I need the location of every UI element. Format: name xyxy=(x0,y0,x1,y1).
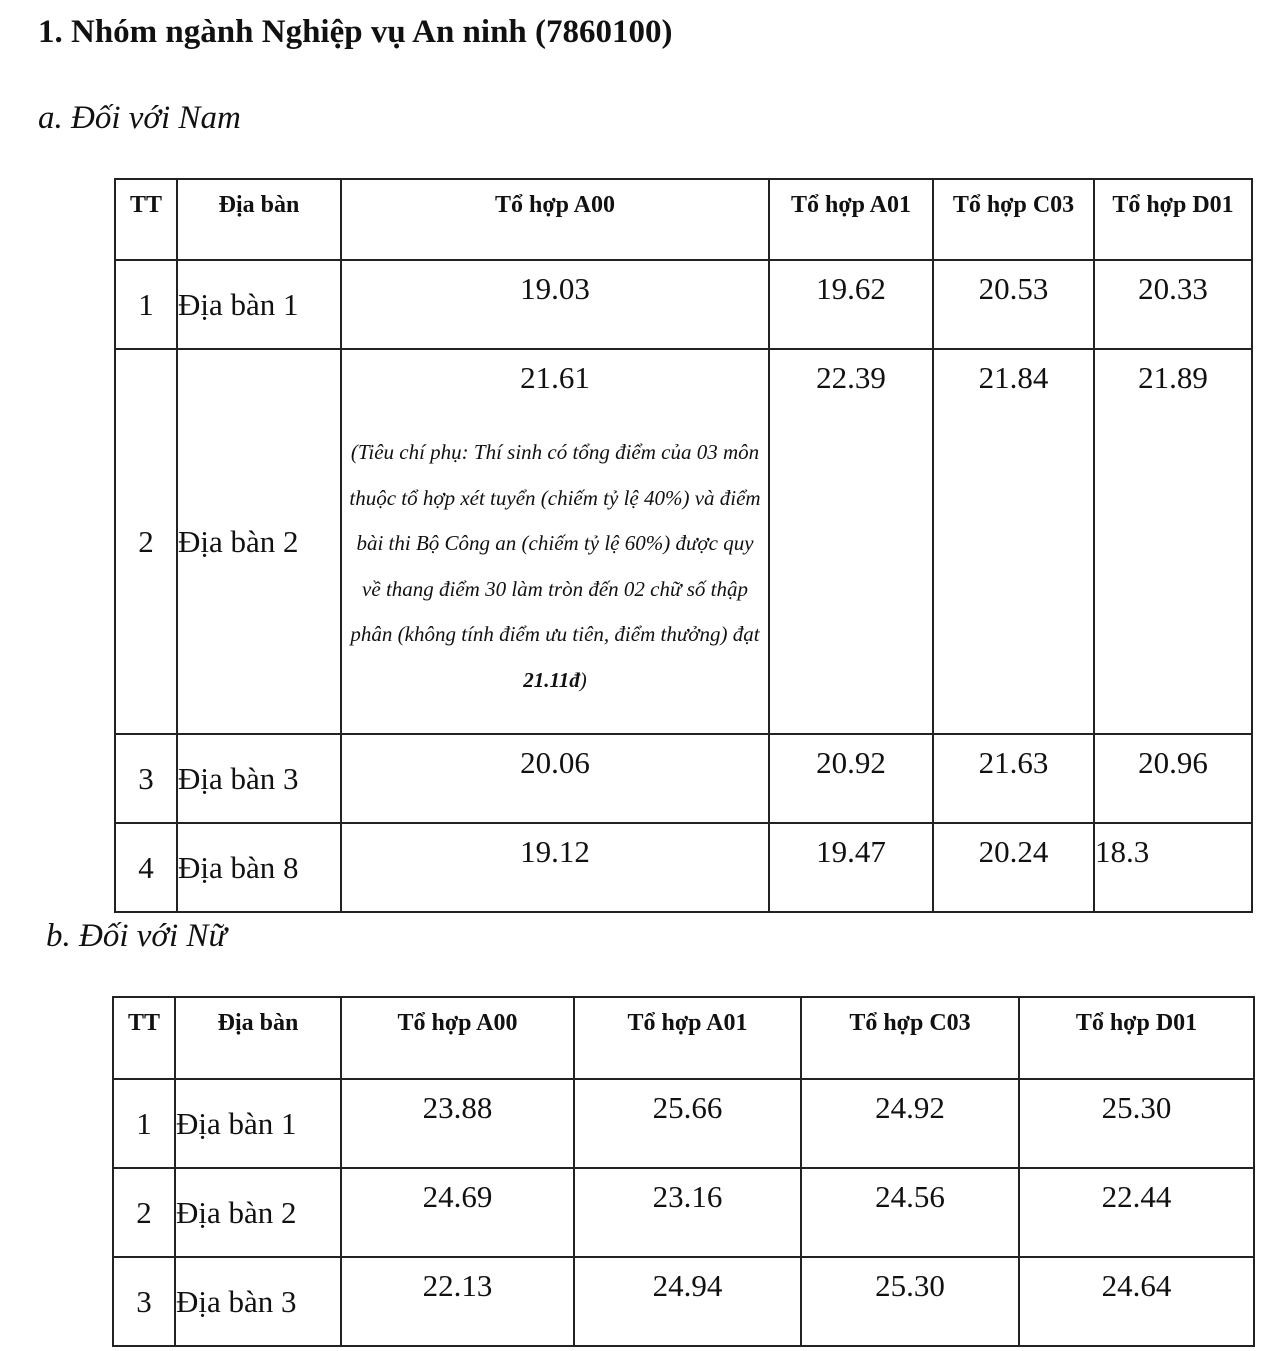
score-table-male xyxy=(114,178,1253,913)
tiebreak-note-end: ) xyxy=(579,667,587,692)
tiebreak-note-score: 21.11đ xyxy=(523,667,580,692)
cell-a00: 19.12 xyxy=(341,823,769,912)
cell-place: Địa bàn 3 xyxy=(175,1257,341,1346)
subheading-male: a. Đối với Nam xyxy=(38,100,241,136)
cell-place: Địa bàn 1 xyxy=(177,260,341,349)
header-d01: Tổ hợp D01 xyxy=(1019,997,1254,1079)
cell-a01: 24.94 xyxy=(574,1257,801,1346)
tiebreak-note-text: (Tiêu chí phụ: Thí sinh có tổng điểm của 03 môn thuộc tổ hợp xét tuyển (chiếm tỷ lệ 40%) và điểm bài thi Bộ Công an (chiếm tỷ lệ 60%) được quy về thang điểm 30 làm tròn đến 02 chữ số thập phân (không tính điểm ưu tiên, điểm thưởng) đạt xyxy=(349,440,761,646)
cell-a00: 23.88 xyxy=(341,1079,574,1168)
cell-place: Địa bàn 8 xyxy=(177,823,341,912)
cell-place: Địa bàn 2 xyxy=(175,1168,341,1257)
table-header-row xyxy=(115,179,1252,260)
cell-place: Địa bàn 3 xyxy=(177,734,341,823)
header-place: Địa bàn xyxy=(177,179,341,260)
header-c03: Tổ hợp C03 xyxy=(801,997,1019,1079)
table-row xyxy=(113,1079,1254,1168)
table-row xyxy=(115,823,1252,912)
cell-a01: 25.66 xyxy=(574,1079,801,1168)
tiebreak-note xyxy=(342,430,768,703)
cell-c03: 21.84 xyxy=(933,349,1094,734)
cell-d01: 24.64 xyxy=(1019,1257,1254,1346)
header-a00: Tổ hợp A00 xyxy=(341,179,769,260)
header-a00: Tổ hợp A00 xyxy=(341,997,574,1079)
score-table-female xyxy=(112,996,1255,1347)
cell-a00 xyxy=(341,349,769,734)
header-d01: Tổ hợp D01 xyxy=(1094,179,1252,260)
cell-tt: 3 xyxy=(113,1257,175,1346)
cell-d01: 20.33 xyxy=(1094,260,1252,349)
cell-c03: 24.56 xyxy=(801,1168,1019,1257)
header-tt: TT xyxy=(115,179,177,260)
cell-place: Địa bàn 1 xyxy=(175,1079,341,1168)
cell-a00: 20.06 xyxy=(341,734,769,823)
section-heading: 1. Nhóm ngành Nghiệp vụ An ninh (7860100) xyxy=(38,14,673,50)
cell-tt: 1 xyxy=(115,260,177,349)
cell-c03: 20.24 xyxy=(933,823,1094,912)
table-row xyxy=(115,260,1252,349)
header-place: Địa bàn xyxy=(175,997,341,1079)
cell-d01: 21.89 xyxy=(1094,349,1252,734)
cell-a00-value: 21.61 xyxy=(520,360,590,395)
header-a01: Tổ hợp A01 xyxy=(574,997,801,1079)
subheading-female: b. Đối với Nữ xyxy=(46,918,227,954)
header-a01: Tổ hợp A01 xyxy=(769,179,933,260)
cell-d01: 18.3 xyxy=(1094,823,1252,912)
header-c03: Tổ hợp C03 xyxy=(933,179,1094,260)
table-row xyxy=(113,1257,1254,1346)
cell-a01: 19.47 xyxy=(769,823,933,912)
cell-a01: 23.16 xyxy=(574,1168,801,1257)
cell-a01: 20.92 xyxy=(769,734,933,823)
cell-c03: 21.63 xyxy=(933,734,1094,823)
cell-a01: 22.39 xyxy=(769,349,933,734)
cell-c03: 25.30 xyxy=(801,1257,1019,1346)
cell-c03: 24.92 xyxy=(801,1079,1019,1168)
cell-tt: 4 xyxy=(115,823,177,912)
table-header-row xyxy=(113,997,1254,1079)
cell-tt: 2 xyxy=(115,349,177,734)
cell-a00: 22.13 xyxy=(341,1257,574,1346)
table-row xyxy=(113,1168,1254,1257)
cell-place: Địa bàn 2 xyxy=(177,349,341,734)
cell-a00: 24.69 xyxy=(341,1168,574,1257)
table-row xyxy=(115,734,1252,823)
cell-a01: 19.62 xyxy=(769,260,933,349)
cell-tt: 3 xyxy=(115,734,177,823)
cell-d01: 22.44 xyxy=(1019,1168,1254,1257)
header-tt: TT xyxy=(113,997,175,1079)
cell-d01: 25.30 xyxy=(1019,1079,1254,1168)
cell-tt: 2 xyxy=(113,1168,175,1257)
table-row xyxy=(115,349,1252,734)
cell-a00: 19.03 xyxy=(341,260,769,349)
cell-tt: 1 xyxy=(113,1079,175,1168)
cell-c03: 20.53 xyxy=(933,260,1094,349)
cell-d01: 20.96 xyxy=(1094,734,1252,823)
